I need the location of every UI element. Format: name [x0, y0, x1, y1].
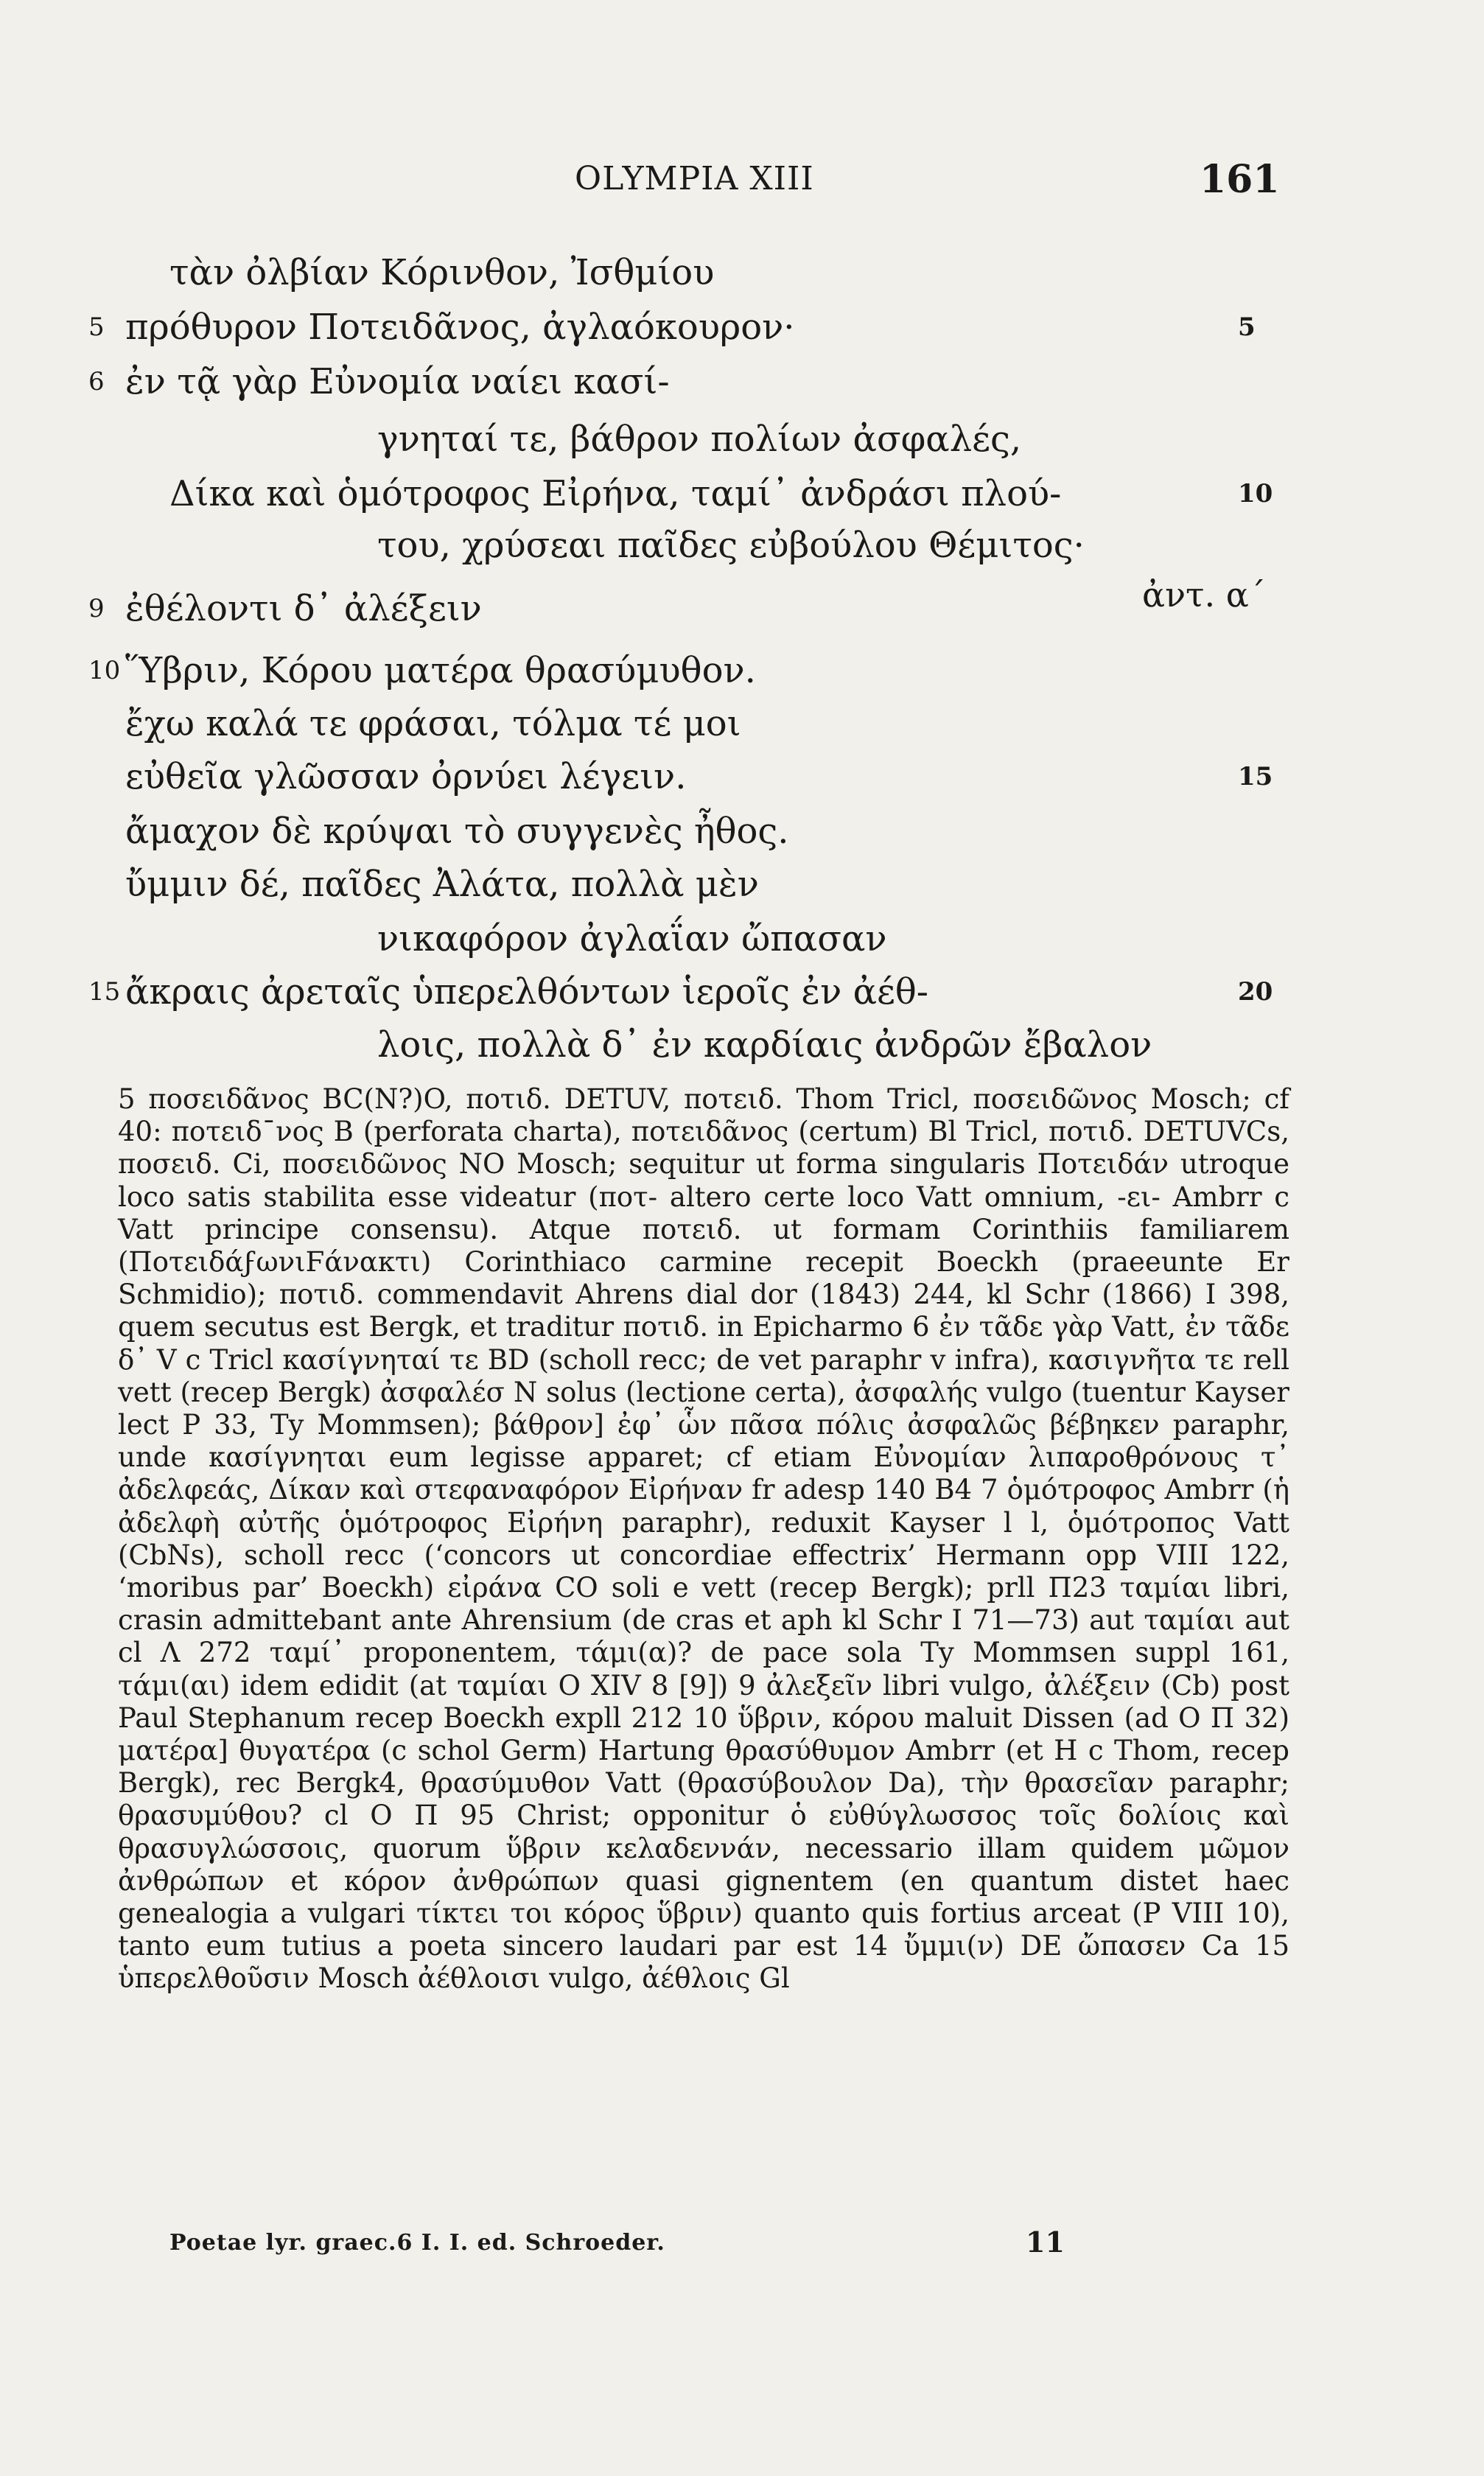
line-number-left: 5: [88, 312, 105, 342]
strophe-label: ἀντ. α΄: [1142, 575, 1266, 615]
line-number-right: 20: [1238, 977, 1273, 1007]
verse-line-text: ἄκραις ἀρεταῖς ὑπερελθόντων ἱεροῖς ἐν ἀέθ-: [125, 971, 929, 1013]
line-number-right: 15: [1238, 762, 1273, 791]
verse-line-text: του, χρύσεαι παῖδες εὐβούλου Θέμιτος·: [377, 525, 1085, 566]
line-number-left: 10: [88, 656, 121, 685]
apparatus-text: 5 ποσειδᾶνος BC(N?)O, ποτιδ. DETUV, ποτειδ. Thom Tricl, ποσειδῶνος Mosch; cf 40: ποτειδ¯νος B (perforata charta), ποτειδᾶνος (certum) Bl Tricl, ποτιδ. DETUVCs, ποσειδ. Ci, ποσειδῶνος NO Mosch; sequitur ut forma singularis Ποτειδάν utroque loco satis stabilita esse videatur (ποτ- altero certe loco Vatt omnium, -ει- Ambrr c Vatt principe consensu). Atque ποτειδ. ut formam Corinthiis familiarem (ΠοτειδάϝωνιϜάνακτι) Corinthiaco carmine recepit Boeckh (praeeunte Er Schmidio); ποτιδ. commendavit Ahrens dial dor (1843) 244, kl Schr (1866) I 398, quem secutus est Bergk, et traditur ποτιδ. in Epicharmo 6 ἐν τᾶδε γὰρ Vatt, ἐν τᾶδε δ᾽ V c Tricl κασίγνηταί τε BD (scholl recc; de vet paraphr v infra), κασιγνῆτα τε rell vett (recep Bergk) ἀσφαλέσ N solus (lectione certa), ἀσφαλής vulgo (tuentur Kayser lect P 33, Ty Mommsen); βάθρον] ἐφ᾽ ὧν πᾶσα πόλις ἀσφαλῶς βέβηκεν paraphr, unde κασίγνηται eum legisse apparet; cf etiam Εὐνομίαν λιπαροθρόνους τ᾽ ἀδελφεάς, Δίκαν καὶ στεφαναφόρον Εἰρήναν fr adesp 140 B4 7 ὁμότροφος Ambrr (ἡ ἀδελφὴ αὐτῆς ὁμότροφος Εἰρήνη paraphr), reduxit Kayser l l, ὁμότροπος Vatt (CbNs), scholl recc (‘concors ut concordiae effectrix’ Hermann opp VIII 122, ‘moribus par’ Boeckh) εἰράνα CO soli e vett (recep Bergk); prll Π23 ταμίαι libri, crasin admittebant ante Ahrensium (de cras et aph kl Schr I 71—73) aut ταμίαι aut cl Λ 272 ταμί᾽ proponentem, τάμι(α)? de pace sola Ty Mommsen suppl 161, τάμι(αι) idem edidit (at ταμίαι O XIV 8 [9]) 9 ἀλεξεῖν libri vulgo, ἀλέξειν (Cb) post Paul Stephanum recep Boeckh expll 212 10 ὕβριν, κόρου maluit Dissen (ad O Π 32) ματέρα] θυγατέρα (c schol Germ) Hartung θρασύθυμον Ambrr (et H c Thom, recep Bergk), rec Bergk4, θρασύμυθον Vatt (θρασύβουλον Da), τὴν θρασεῖαν paraphr; θρασυμύθου? cl O Π 95 Christ; opponitur ὁ εὐθύγλωσσος τοῖς δολίοις καὶ θρασυγλώσσοις, quorum ὕβριν κελαδεννάν, necessario illam quidem μῶμον ἀνθρώπων et κόρον ἀνθρώπων quasi gignentem (en quantum distet haec genealogia a vulgari τίκτει τοι κόρος ὕβριν) quanto quis fortius arceat (P VIII 10), tanto eum tutius a poeta sincero laudari par est 14 ὔμμι(ν) DE ὤπασεν Ca 15 ὑπερελθοῦσιν Mosch ἀέθλοισι vulgo, ἀέθλοις Gl: [118, 1083, 1289, 1995]
line-number-right: 10: [1238, 479, 1273, 508]
line-number-right: 5: [1238, 312, 1256, 342]
verse-line-text: Δίκα καὶ ὁμότροφος Εἰρήνα, ταμί᾽ ἀνδράσι πλού-: [169, 473, 1062, 514]
verse-line-text: ὔμμιν δέ, παῖδες Ἀλάτα, πολλὰ μὲν: [125, 864, 759, 905]
verse-line-text: νικαφόρον ἀγλαΐαν ὤπασαν: [377, 918, 887, 959]
verse-line-text: ἐν τᾷ γὰρ Εὐνομία ναίει κασί-: [125, 361, 670, 402]
verse-line-text: εὐθεῖα γλῶσσαν ὀρνύει λέγειν.: [125, 756, 687, 797]
signature-mark: 11: [1026, 2225, 1065, 2259]
verse-line-text: τὰν ὀλβίαν Κόρινθον, Ἰσθμίου: [169, 252, 715, 293]
line-number-left: 15: [88, 977, 121, 1007]
page-number: 161: [1200, 157, 1280, 202]
running-title: OLYMPIA XIII: [575, 160, 814, 197]
verse-line-text: γνηταί τε, βάθρον πολίων ἀσφαλές,: [377, 419, 1022, 460]
verse-line-text: ἄμαχον δὲ κρύψαι τὸ συγγενὲς ἦθος.: [125, 811, 789, 852]
critical-apparatus: [118, 1083, 1289, 1996]
verse-line-text: λοις, πολλὰ δ᾽ ἐν καρδίαις ἀνδρῶν ἔβαλον: [377, 1024, 1152, 1066]
page-footer: [0, 2223, 1484, 2267]
page-header: [0, 151, 1484, 210]
footer-note: Poetae lyr. graec.6 I. I. ed. Schroeder.: [169, 2230, 665, 2256]
verse-line-text: πρόθυρον Ποτειδᾶνος, ἀγλαόκουρον·: [125, 307, 795, 348]
line-number-left: 9: [88, 594, 105, 623]
verse-line-text: ἐθέλοντι δ᾽ ἀλέξειν: [125, 588, 482, 629]
verse-line-text: ἔχω καλά τε φράσαι, τόλμα τέ μοι: [125, 703, 741, 744]
line-number-left: 6: [88, 367, 105, 396]
verse-line-text: Ὕβριν, Κόρου ματέρα θρασύμυθον.: [125, 650, 756, 691]
